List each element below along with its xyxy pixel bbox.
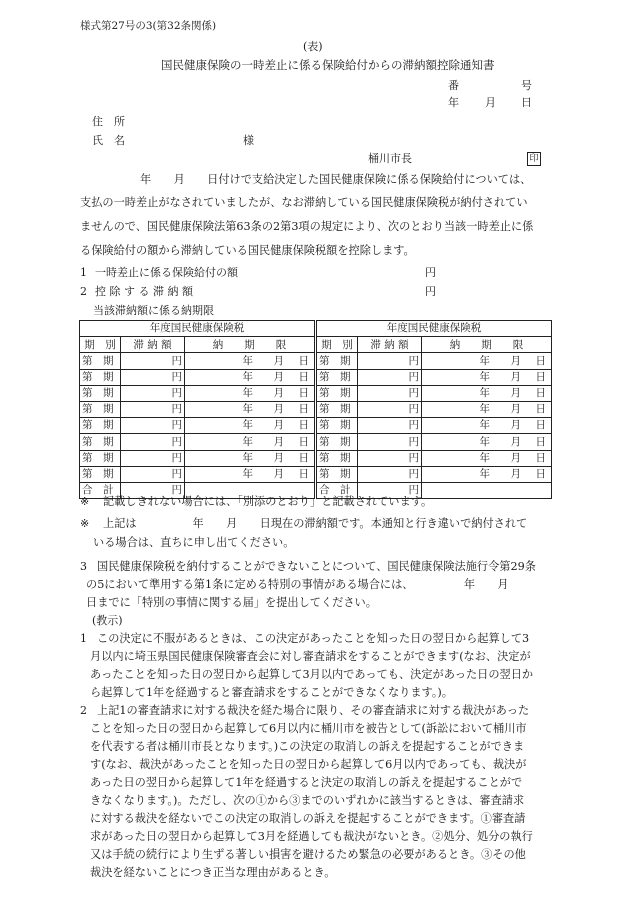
instruction-2-line-3: を代表する者は桶川市長となります。)この決定の取消しの訴えを提起することができま (90, 740, 525, 753)
deadline-year: 年 (479, 451, 490, 464)
deadline-day: 日 (298, 354, 309, 367)
period-cell: 第 期 (317, 418, 358, 434)
deadline-cell (422, 450, 552, 466)
amount-cell: 円 (358, 418, 422, 434)
period-cell: 第 期 (80, 418, 121, 434)
deadline-month: 月 (510, 403, 521, 416)
item-2-unit: 円 (425, 285, 436, 298)
deadline-day: 日 (535, 387, 546, 400)
deadline-day: 日 (298, 451, 309, 464)
deadline-year: 年 (242, 403, 253, 416)
deadline-month: 月 (273, 370, 284, 383)
deadline-day: 日 (535, 468, 546, 481)
deadline-year: 年 (479, 354, 490, 367)
deadline-year: 年 (242, 451, 253, 464)
note-2-mark: ※ (80, 517, 90, 530)
item-3-number: 3 (80, 560, 87, 573)
deadline-month: 月 (273, 403, 284, 416)
address-label: 住 所 (92, 115, 125, 128)
col-deadline-header: 納 期 限 (185, 337, 315, 353)
deadline-month: 月 (510, 451, 521, 464)
body-line-3: ませんので、国民健康保険法第63条の2第3項の規定により、次のとおり当該一時差止に係 (80, 220, 534, 233)
amount-cell: 円 (358, 369, 422, 385)
amount-cell: 円 (358, 385, 422, 401)
deadline-day: 日 (535, 419, 546, 432)
deadline-year: 年 (479, 370, 490, 383)
deadline-day: 日 (535, 435, 546, 448)
deadline-month: 月 (510, 419, 521, 432)
deadline-month: 月 (273, 468, 284, 481)
deadline-cell (422, 369, 552, 385)
deadline-year: 年 (479, 468, 490, 481)
body-line-2: 支払の一時差止がなされていましたが、なお滞納している国民健康保険税が納付されてい (80, 196, 528, 209)
deadline-day: 日 (298, 419, 309, 432)
table-row (80, 434, 315, 450)
table-row (80, 369, 315, 385)
date-day: 日 (521, 96, 532, 109)
body-line-1: 年 月 日付けで支給決定した国民健康保険に係る保険給付については、 (140, 173, 532, 186)
total-label: 合 計 (317, 482, 358, 498)
table-row (317, 385, 552, 401)
deadline-year: 年 (242, 370, 253, 383)
table-row (80, 385, 315, 401)
period-cell: 第 期 (80, 401, 121, 417)
deadline-cell (422, 466, 552, 482)
period-cell: 第 期 (80, 434, 121, 450)
period-cell: 第 期 (80, 450, 121, 466)
date-month: 月 (485, 96, 496, 109)
deadline-cell (185, 401, 315, 417)
period-cell: 第 期 (317, 369, 358, 385)
table-row (80, 466, 315, 482)
instruction-1-line-4: ら起算して1年を経過すると審査請求をすることができなくなります。)。 (90, 686, 453, 699)
instruction-1-line-2: 月以内に埼玉県国民健康保険審査会に対し審査請求をすることができます(なお、決定が (90, 650, 531, 663)
item-3-line-1: 国民健康保険税を納付することができないことについて、国民健康保険法施行令第29条 (97, 560, 536, 573)
deadline-cell (185, 369, 315, 385)
amount-cell: 円 (121, 401, 185, 417)
deadline-cell (185, 466, 315, 482)
table-body (80, 353, 315, 483)
period-cell: 第 期 (317, 434, 358, 450)
deadline-cell (185, 434, 315, 450)
item-2-number: 2 (80, 285, 87, 298)
deadline-day: 日 (298, 370, 309, 383)
deadline-month: 月 (273, 419, 284, 432)
table-group-header: 年度国民健康保険税 (80, 321, 315, 337)
total-yen: 円 (358, 482, 422, 498)
col-deadline-header: 納 期 限 (422, 337, 552, 353)
instruction-2-line-1: 上記1の審査請求に対する裁決を経た場合に限り、その審査請求に対する裁決があった (97, 704, 530, 717)
instruction-2-line-5: あった日の翌日から起算して1年を経過すると決定の取消しの訴えを提起することがで (90, 776, 523, 789)
amount-cell: 円 (358, 450, 422, 466)
period-cell: 第 期 (80, 369, 121, 385)
instruction-1-number: 1 (80, 632, 87, 645)
period-cell: 第 期 (80, 385, 121, 401)
date-year: 年 (448, 96, 459, 109)
table-row (317, 401, 552, 417)
amount-cell: 円 (121, 434, 185, 450)
note-2-text: 上記は 年 月 日現在の滞納額です。本通知と行き違いで納付されて (103, 517, 528, 530)
deadline-year: 年 (479, 435, 490, 448)
table-row (317, 434, 552, 450)
table-row (80, 353, 315, 369)
item-1-label: 一時差止に係る保険給付の額 (95, 266, 238, 279)
amount-cell: 円 (358, 434, 422, 450)
deadline-year: 年 (479, 403, 490, 416)
instruction-2-line-9: 又は手続の続行により生ずる著しい損害を避けるため緊急の必要があるとき。③その他 (90, 848, 526, 861)
deadline-year: 年 (242, 387, 253, 400)
tax-period-table-right (316, 320, 552, 499)
amount-cell: 円 (121, 385, 185, 401)
table-row (80, 401, 315, 417)
note-1-mark: ※ (80, 495, 90, 508)
instruction-2-line-6: きなくなります。)。ただし、次の①から③までのいずれかに該当するときは、審査請求 (90, 794, 525, 807)
deadline-cell (185, 418, 315, 434)
deadline-cell (422, 401, 552, 417)
deadline-cell (185, 385, 315, 401)
total-deadline-empty (422, 482, 552, 498)
col-period-header: 期 別 (317, 337, 358, 353)
amount-cell: 円 (121, 418, 185, 434)
amount-cell: 円 (121, 466, 185, 482)
item-3-line-2: の5において準用する第1条に定める特別の事情がある場合には、 年 月 (86, 578, 509, 591)
note-2-continuation: いる場合は、直ちに申し出てください。 (93, 536, 295, 549)
amount-cell: 円 (121, 450, 185, 466)
amount-cell: 円 (121, 353, 185, 369)
deadline-day: 日 (535, 451, 546, 464)
instruction-2-line-7: に対する裁決を経ないでこの決定の取消しの訴えを提起することができます。①審査請 (90, 812, 526, 825)
deadline-year: 年 (479, 387, 490, 400)
table-row (317, 418, 552, 434)
table-row (317, 466, 552, 482)
deadline-year: 年 (242, 354, 253, 367)
deadline-cell (185, 450, 315, 466)
instruction-2-line-4: す(なお、裁決があったことを知った日の翌日から起算して6月以内であっても、裁決が (90, 758, 527, 771)
item-3-line-3: 日までに「特別の事情に関する届」を提出してください。 (86, 596, 377, 609)
deadline-month: 月 (273, 354, 284, 367)
col-period-header: 期 別 (80, 337, 121, 353)
document-title: 国民健康保険の一時差止に係る保険給付からの滞納額控除通知書 (161, 58, 495, 72)
deadline-day: 日 (298, 403, 309, 416)
table-row (317, 450, 552, 466)
deadline-year: 年 (242, 435, 253, 448)
amount-cell: 円 (358, 353, 422, 369)
table-mark: (表) (303, 40, 323, 53)
period-cell: 第 期 (80, 466, 121, 482)
deadline-cell (422, 385, 552, 401)
form-id: 様式第27号の3(第32条関係) (80, 20, 217, 32)
period-heading: 当該滞納額に係る納期限 (93, 304, 214, 317)
item-1-number: 1 (80, 266, 87, 279)
deadline-cell (422, 434, 552, 450)
amount-cell: 円 (121, 369, 185, 385)
instruction-1-line-3: あったことを知った日の翌日から起算して3月以内であっても、決定があった日の翌日か (90, 668, 534, 681)
deadline-year: 年 (242, 468, 253, 481)
instruction-2-line-10: 裁決を経ないことにつき正当な理由があるとき。 (90, 866, 336, 879)
instruction-1-line-1: この決定に不服があるときは、この決定があったことを知った日の翌日から起算して3 (97, 632, 530, 645)
tax-period-table-left (79, 320, 315, 499)
total-label: 合 計 (80, 482, 121, 498)
table-row (317, 353, 552, 369)
period-cell: 第 期 (317, 466, 358, 482)
deadline-cell (185, 353, 315, 369)
instruction-2-line-8: 求があった日の翌日から起算して3月を経過しても裁決がないとき。②処分、処分の執行 (90, 830, 533, 843)
deadline-year: 年 (479, 419, 490, 432)
deadline-year: 年 (242, 419, 253, 432)
body-line-4: る保険給付の額から滞納している国民健康保険税額を控除します。 (80, 244, 415, 257)
amount-cell: 円 (358, 466, 422, 482)
table-row (317, 369, 552, 385)
item-1-unit: 円 (425, 266, 436, 279)
period-cell: 第 期 (317, 385, 358, 401)
number-label: 番 (448, 79, 459, 92)
deadline-cell (422, 353, 552, 369)
total-yen: 円 (121, 482, 185, 498)
deadline-day: 日 (535, 370, 546, 383)
deadline-day: 日 (298, 387, 309, 400)
number-suffix: 号 (521, 79, 532, 92)
honorific: 様 (243, 134, 254, 147)
table-row (80, 418, 315, 434)
deadline-month: 月 (510, 354, 521, 367)
instruction-2-line-2: ことを知った日の翌日から起算して6月以内に桶川市を被告として(訴訟において桶川市 (90, 722, 527, 735)
deadline-day: 日 (298, 468, 309, 481)
seal-mark: 印 (527, 152, 541, 166)
instruction-2-number: 2 (80, 704, 87, 717)
col-amount-header: 滞 納 額 (121, 337, 185, 353)
amount-cell: 円 (358, 401, 422, 417)
note-1-text: 記載しきれない場合には、「別添のとおり」と記載されています。 (103, 495, 433, 508)
instruction-heading: (教示) (92, 614, 123, 627)
deadline-day: 日 (535, 354, 546, 367)
issuer: 桶川市長 (368, 152, 412, 165)
name-label: 氏 名 (92, 134, 125, 147)
deadline-month: 月 (510, 435, 521, 448)
table-body (317, 353, 552, 483)
deadline-month: 月 (273, 435, 284, 448)
deadline-day: 日 (535, 403, 546, 416)
item-2-label: 控 除 す る 滞 納 額 (95, 285, 193, 298)
deadline-month: 月 (510, 370, 521, 383)
deadline-month: 月 (510, 468, 521, 481)
deadline-month: 月 (273, 451, 284, 464)
period-cell: 第 期 (317, 353, 358, 369)
deadline-month: 月 (510, 387, 521, 400)
period-cell: 第 期 (80, 353, 121, 369)
deadline-month: 月 (273, 387, 284, 400)
table-group-header: 年度国民健康保険税 (317, 321, 552, 337)
deadline-cell (422, 418, 552, 434)
col-amount-header: 滞 納 額 (358, 337, 422, 353)
table-row (80, 450, 315, 466)
period-cell: 第 期 (317, 401, 358, 417)
period-cell: 第 期 (317, 450, 358, 466)
deadline-day: 日 (298, 435, 309, 448)
